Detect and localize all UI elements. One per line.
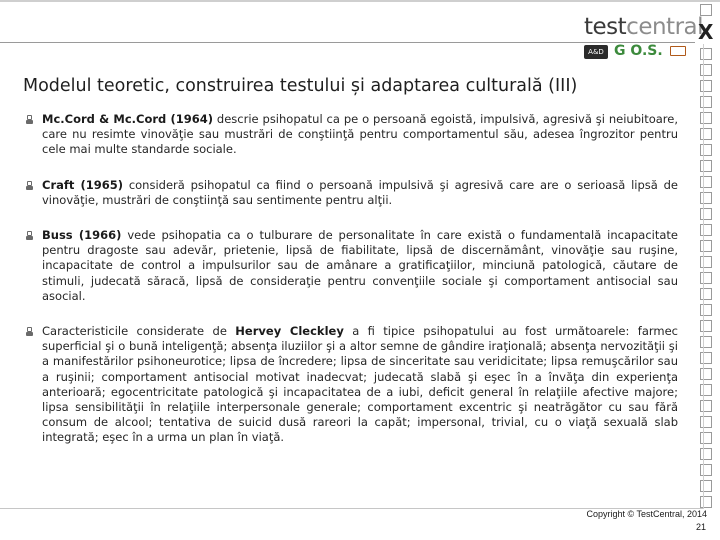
corner-square: [700, 144, 712, 156]
corner-square: [700, 48, 712, 60]
corner-square: [700, 320, 712, 332]
bullet-icon: [26, 327, 33, 336]
ad-badge-icon: A&D: [584, 45, 608, 59]
corner-square: [700, 448, 712, 460]
corner-square: [700, 496, 712, 508]
list-item: [26, 324, 678, 446]
corner-square: [700, 128, 712, 140]
testcentral-logo: [584, 14, 704, 59]
corner-square: [700, 208, 712, 220]
corner-square: [700, 432, 712, 444]
corner-square: [700, 400, 712, 412]
top-border: [0, 0, 720, 2]
corner-square: [700, 416, 712, 428]
bullet-icon: [26, 231, 33, 240]
corner-square: [700, 368, 712, 380]
corner-square: [700, 80, 712, 92]
item-author: Buss (1966): [42, 228, 122, 243]
bullet-icon: [26, 181, 33, 190]
item-text-continued: a fi tipice psihopatului au fost următoarele: farmec superficial şi o bună inteligenţă; absenţa iluziilor şi a altor semne de gândire iraţională; absenţa nervozităţii şi a manifestărilor psihoneurotice; lipsa de încredere; lipsa de sinceritate sau veridicitate; lipsa remuşcărilor sau a ruşinii; comportament antisocial motivat inadecvat; judecată slabă şi eşec în a învăţa din experienţa anterioară; egocentricitate patologică şi incapacitatea de a iubi, deficit general în relaţiile afective majore; lipsa sensibilităţii în relaţiile interpersonale generale; comportament excentric şi neatrăgător cu sau fără consum de alcool; tentativa de suicid dusă rareori la capăt; impersonal, trivial, cu o viaţă sexuală slab integrată; eşec în a urma un plan în viaţă.: [42, 324, 678, 445]
slide-title: Modelul teoretic, construirea testului și adaptarea culturală (III): [23, 76, 578, 96]
corner-square: [700, 304, 712, 316]
item-author: Hervey Cleckley: [235, 324, 344, 339]
corner-square: [700, 336, 712, 348]
list-item: [26, 178, 678, 208]
corner-square: [700, 160, 712, 172]
corner-square: [700, 480, 712, 492]
corner-square: [700, 464, 712, 476]
close-icon[interactable]: X: [698, 20, 714, 44]
logo-text-test: test: [584, 14, 627, 40]
corner-square: [700, 256, 712, 268]
list-item: [26, 112, 678, 158]
corner-square: [700, 384, 712, 396]
item-text: consideră psihopatul ca fiind o persoană impulsivă şi agresivă care are o serioasă lipsă de vinovăţie, mustrări de conştiinţă sau sentimente pentru alţii.: [42, 177, 678, 207]
item-author: Craft (1965): [42, 177, 124, 192]
bullet-icon: [26, 115, 33, 124]
item-text: vede psihopatia ca o tulburare de personalitate în care există o fundamentală incapacitate pentru dragoste sau adevăr, prietenie, lipsă de fiabilitate, lipsă de discernământ, vinovăţie sau ruşine, incapacitate de control a impulsurilor sau de amânare a gratificaţiilor, minciună patologică, căutare de stimuli, judecată săracă, lipsă de consideraţie pentru convenţiile sociale şi comportament antisocial sau asocial.: [42, 228, 678, 303]
corner-square: [700, 64, 712, 76]
corner-square: [700, 96, 712, 108]
right-border: [703, 44, 704, 509]
page-number: 21: [695, 522, 706, 532]
item-author: Mc.Cord & Mc.Cord (1964): [42, 112, 214, 126]
logo-wordmark: [584, 14, 704, 40]
bullet-list: [26, 112, 678, 466]
gos-logo: G O.S.: [614, 43, 663, 59]
list-item: [26, 228, 678, 304]
corner-square: [700, 352, 712, 364]
copyright-text: Copyright © TestCentral, 2014: [586, 509, 707, 519]
corner-square: [700, 272, 712, 284]
corner-square: [700, 176, 712, 188]
logo-text-central: central: [626, 14, 704, 40]
partner-logos: [584, 42, 696, 64]
corner-square: [700, 224, 712, 236]
corner-square: [700, 192, 712, 204]
item-text: Caracteristicile considerate de: [42, 324, 236, 339]
item-text: descrie psihopatul ca pe o persoană egoistă, impulsivă, agresivă şi neiubitoare, care nu resimte vinovăţie sau mustrări de conştiinţă pentru comportamentul său, adesea îngrozitor pentru cele mai multe standarde sociale.: [42, 112, 678, 157]
corner-square: [700, 288, 712, 300]
book-icon: [670, 46, 686, 56]
corner-square: [700, 112, 712, 124]
corner-square: [700, 240, 712, 252]
